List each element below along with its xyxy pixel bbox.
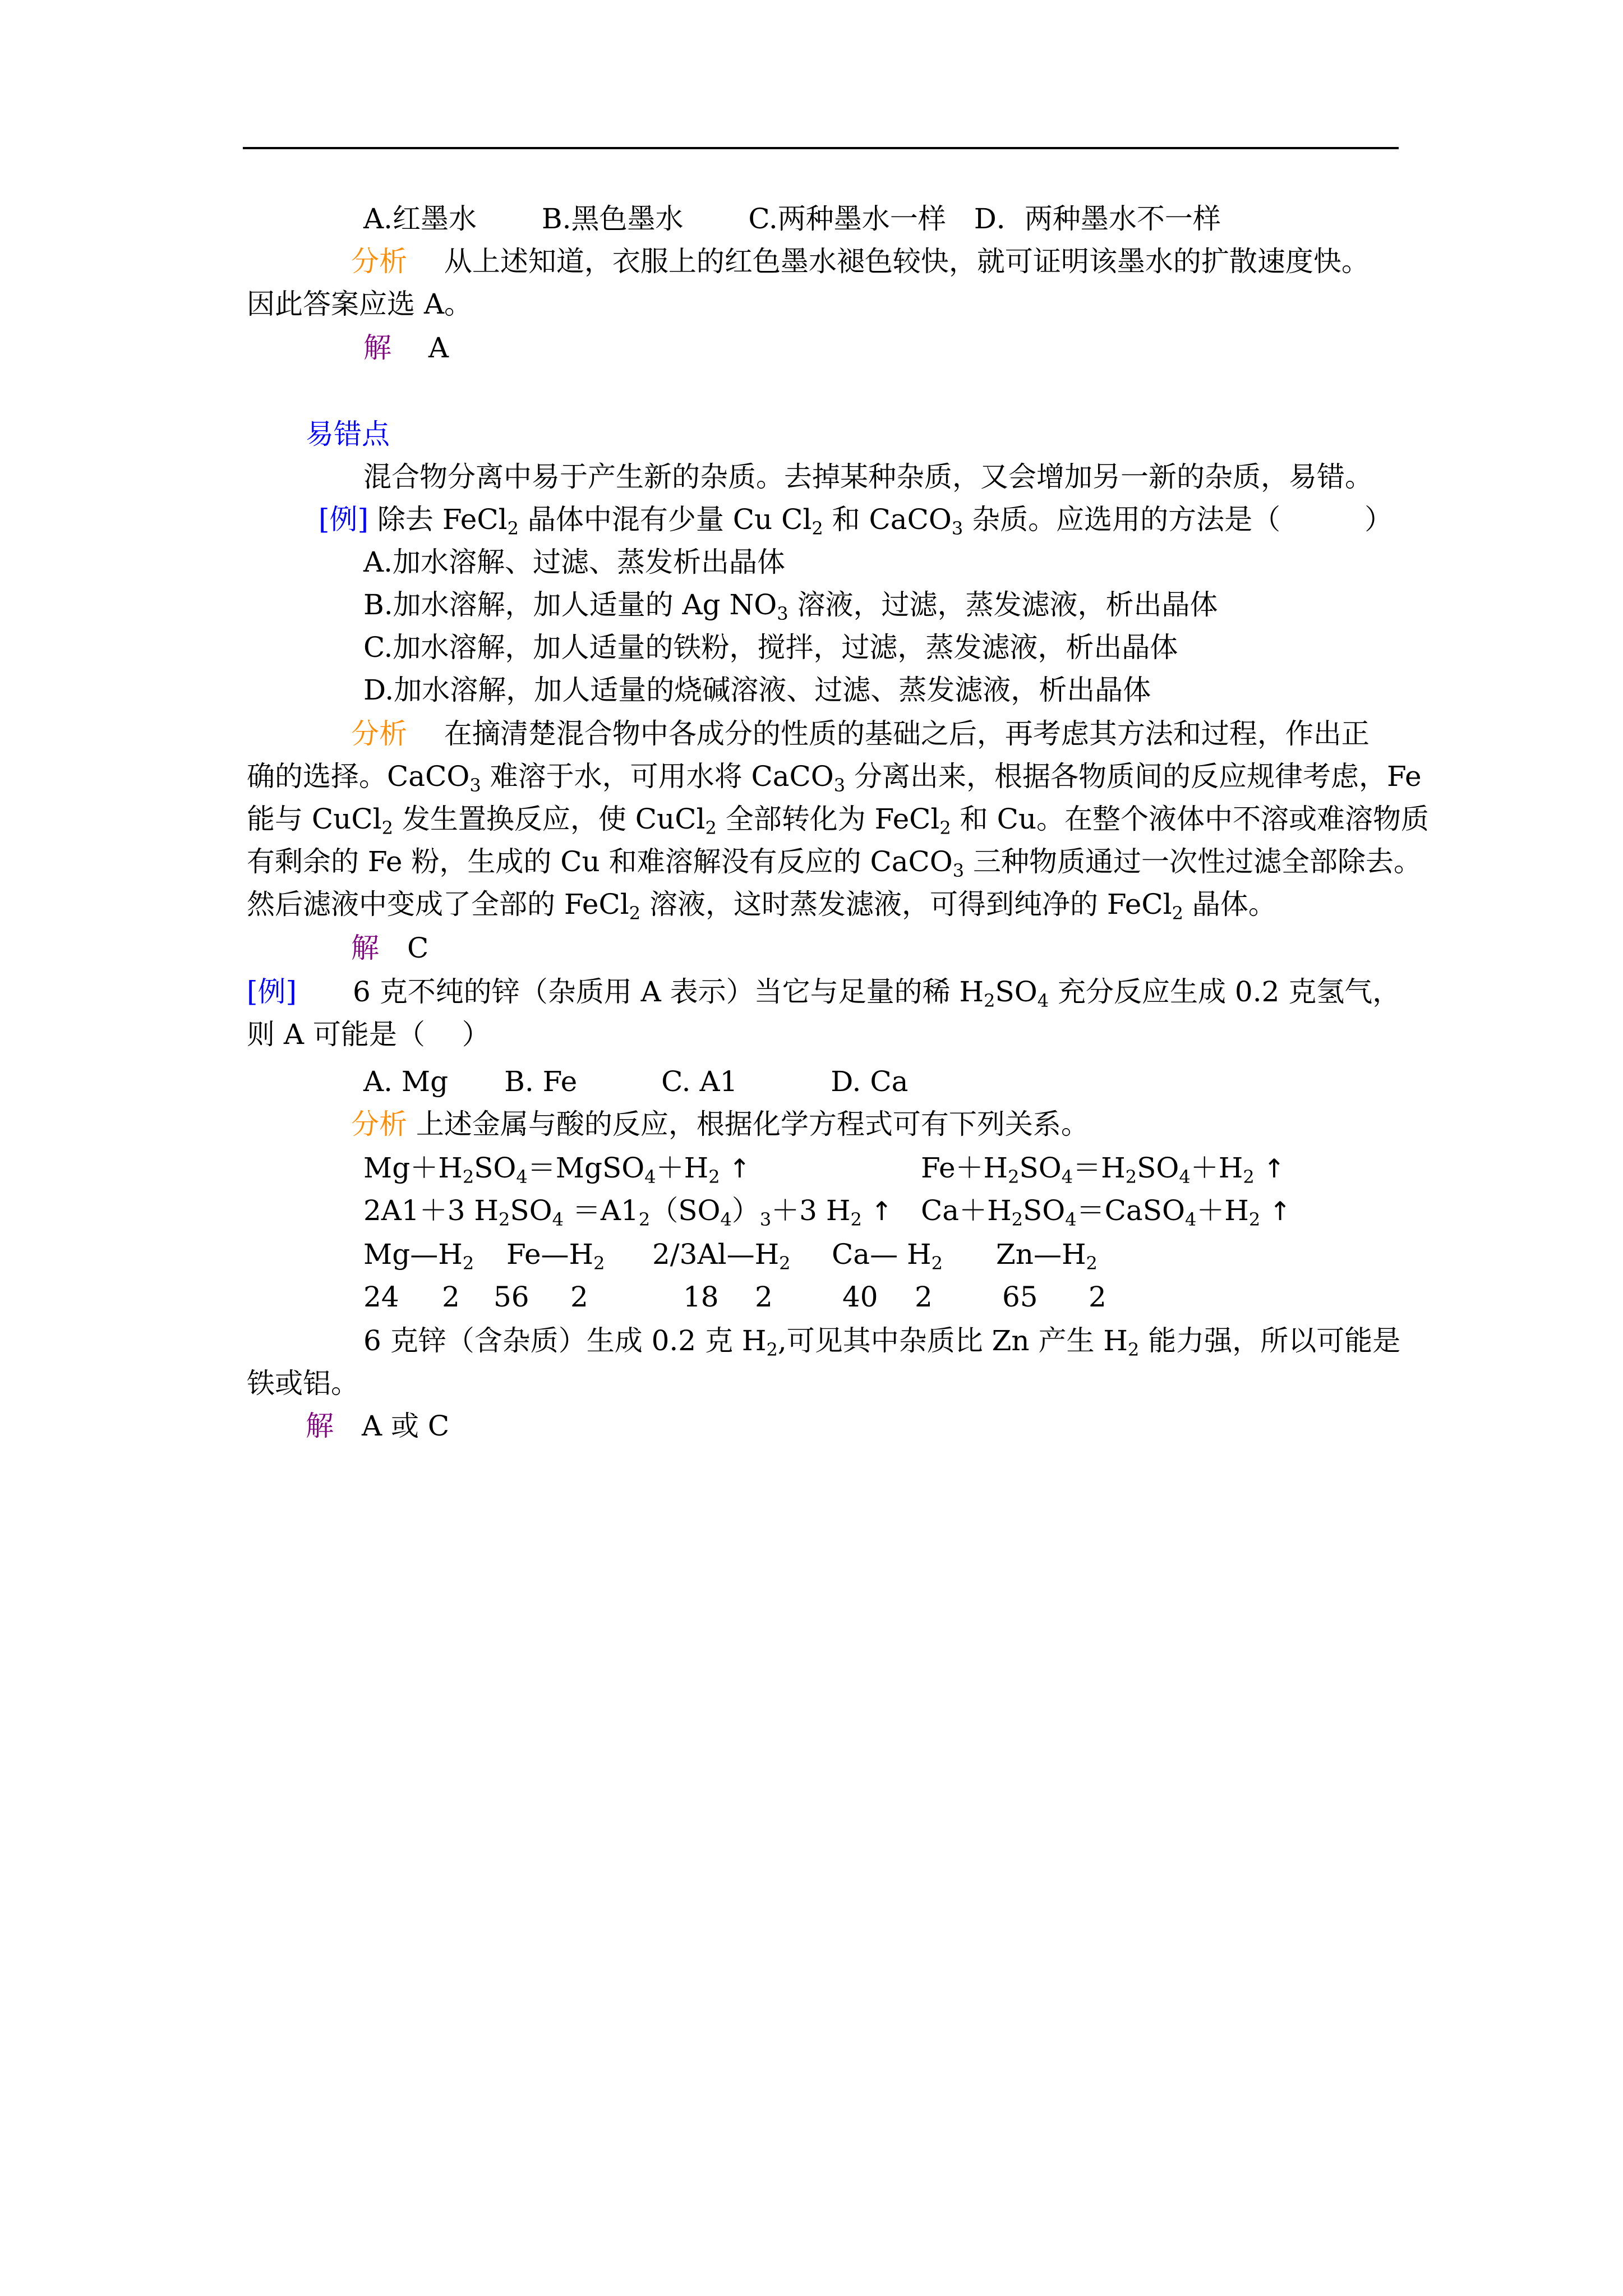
q1-answer-line: [363, 331, 449, 365]
text-run: Zn—H: [996, 1238, 1086, 1271]
text-run: 分离出来，根据各物质间的反应规律考虑，Fe: [845, 760, 1422, 793]
mass-number: 56: [494, 1281, 529, 1313]
answer-label: 解: [363, 332, 391, 364]
text-run: 有剩余的 Fe 粉，生成的 Cu 和难溶解没有反应的 CaCO: [247, 845, 953, 878]
gas-arrow-icon: ↑: [870, 1196, 893, 1226]
subscript: 4: [1037, 990, 1049, 1011]
relation-mg: [363, 1237, 474, 1274]
subscript: 2: [1172, 903, 1184, 924]
equation-mg: [363, 1151, 750, 1188]
relation-ca: [832, 1237, 943, 1274]
ex1-option-b: [363, 588, 1218, 625]
subscript: 4: [1179, 1166, 1191, 1188]
relation-al: [652, 1237, 791, 1274]
text-run: SO: [995, 976, 1038, 1008]
subscript: 2: [811, 518, 823, 539]
text-run: ＋3 H: [771, 1194, 851, 1227]
text-run: 能力强，所以可能是: [1139, 1324, 1401, 1357]
subscript: 2: [593, 1253, 605, 1274]
mass-number: 2: [442, 1281, 460, 1313]
ex1-analysis-line-5: [247, 887, 1276, 924]
ex1-question: [319, 503, 1393, 540]
analysis-text: 从上述知道，衣服上的红色墨水褪色较快，就可证明该墨水的扩散速度快。: [444, 245, 1370, 278]
ex1-option-c: C.加水溶解，加人适量的铁粉，搅拌，过滤，蒸发滤液，析出晶体: [363, 631, 1178, 664]
text-run: 能与 CuCl: [247, 803, 382, 835]
text-run: 溶液，过滤，蒸发滤液，析出晶体: [788, 588, 1218, 621]
text-run: ＝H: [1073, 1152, 1126, 1184]
text-run: 除去 FeCl: [377, 503, 508, 536]
analysis-label: 分析: [351, 245, 407, 278]
subscript: 4: [552, 1209, 564, 1230]
subscript: 2: [766, 1339, 778, 1360]
mass-number: 24: [363, 1281, 399, 1313]
text-run: （SO: [650, 1194, 721, 1227]
text-run: B.加水溶解，加人适量的 Ag NO: [363, 588, 777, 621]
ex2-answer-line: [306, 1409, 449, 1443]
subscript: 3: [952, 860, 965, 881]
subscript: 2: [931, 1253, 943, 1274]
analysis-label: 分析: [351, 717, 407, 750]
subscript: 4: [1065, 1209, 1077, 1230]
text-run: 在摘清楚混合物中各成分的性质的基础之后，再考虑其方法和过程，作出正: [444, 717, 1370, 750]
text-run: SO: [510, 1194, 552, 1227]
ex1-analysis-line-1: [351, 717, 1370, 751]
subscript: 2: [1125, 1166, 1137, 1188]
text-run: 2A1＋3 H: [363, 1194, 499, 1227]
subscript: 2: [381, 817, 393, 839]
mass-number: 18: [683, 1281, 719, 1313]
subscript: 2: [629, 903, 641, 924]
subscript: 2: [1243, 1166, 1255, 1188]
subscript: 4: [516, 1166, 528, 1188]
mass-number: 65: [1002, 1281, 1038, 1313]
text-run: ＝A1: [564, 1194, 639, 1227]
pitfall-heading: 易错点: [306, 418, 390, 450]
text-run: 晶体。: [1183, 888, 1276, 921]
text-run: 充分反应生成 0.2 克氢气，: [1049, 976, 1401, 1008]
subscript: 3: [833, 775, 846, 796]
gas-arrow-icon: ↑: [1269, 1196, 1291, 1226]
text-run: 2/3Al—H: [652, 1238, 780, 1271]
text-run: 6 克不纯的锌（杂质用 A 表示）当它与足量的稀 H: [353, 976, 984, 1008]
text-run: ＝MgSO: [527, 1152, 645, 1184]
q1-analysis-line: [351, 245, 1370, 278]
text-run: ）: [731, 1194, 760, 1227]
analysis-label: 分析: [351, 1108, 407, 1140]
text-run: 三种物质通过一次性过滤全部除去。: [964, 845, 1422, 878]
equation-fe: [921, 1151, 1285, 1188]
text-run: ＝CaSO: [1076, 1194, 1185, 1227]
subscript: 2: [1128, 1339, 1140, 1360]
q1-analysis-line-2: 因此答案应选 A。: [247, 288, 473, 320]
subscript: 2: [1086, 1253, 1098, 1274]
text-run: 确的选择。CaCO: [247, 760, 470, 793]
text-run: SO: [474, 1152, 517, 1184]
pitfall-description: 混合物分离中易于产生新的杂质。去掉某种杂质，又会增加另一新的杂质，易错。: [363, 461, 1373, 493]
text-run: Mg＋H: [363, 1152, 463, 1184]
text-run: 和 Cu。在整个液体中不溶或难溶物质: [951, 803, 1430, 835]
subscript: 2: [939, 817, 951, 839]
subscript: 2: [638, 1209, 651, 1230]
mass-number: 40: [842, 1281, 878, 1313]
equation-al: [363, 1194, 892, 1231]
answer-text: A 或 C: [362, 1410, 450, 1442]
subscript: 2: [1248, 1209, 1261, 1230]
ex2-conclusion-line-1: [363, 1324, 1400, 1361]
subscript: 3: [951, 518, 963, 539]
text-run: ＋H: [656, 1152, 709, 1184]
subscript: 2: [705, 817, 717, 839]
subscript: 2: [507, 518, 519, 539]
answer-text: C: [407, 932, 429, 964]
subscript: 2: [850, 1209, 862, 1230]
text-run: ,可见其中杂质比 Zn 产生 H: [777, 1324, 1128, 1357]
equation-ca: [921, 1194, 1291, 1231]
relation-zn: [996, 1237, 1098, 1274]
ex1-analysis-line-4: [247, 845, 1422, 882]
example-tag: [例]: [247, 976, 297, 1008]
ex2-question-line-2: 则 A 可能是（ ）: [247, 1018, 490, 1051]
text-run: Fe＋H: [921, 1152, 1008, 1184]
text-run: ＋H: [1190, 1152, 1243, 1184]
text-run: Fe—H: [506, 1238, 594, 1271]
text-run: 难溶于水，可用水将 CaCO: [481, 760, 834, 793]
answer-label: 解: [351, 932, 379, 964]
text-run: Ca— H: [832, 1238, 932, 1271]
mass-number: 2: [915, 1281, 933, 1313]
text-run: SO: [1019, 1152, 1062, 1184]
text-run: 上述金属与酸的反应，根据化学方程式可有下列关系。: [416, 1108, 1089, 1140]
text-run: Ca＋H: [921, 1194, 1012, 1227]
subscript: 3: [759, 1209, 772, 1230]
text-run: Mg—H: [363, 1238, 463, 1271]
text-run: 和 CaCO: [823, 503, 952, 536]
gas-arrow-icon: ↑: [1263, 1153, 1285, 1184]
ex2-analysis-line: [351, 1107, 1089, 1141]
ex2-question-line-1: [247, 975, 1400, 1012]
subscript: 3: [777, 603, 789, 624]
text-run: 杂质。应选用的方法是（ ）: [963, 503, 1393, 536]
text-run: 溶液，这时蒸发滤液，可得到纯净的 FeCl: [640, 888, 1172, 921]
subscript: 2: [499, 1209, 510, 1230]
subscript: 2: [779, 1253, 791, 1274]
ex1-analysis-line-2: [247, 760, 1422, 797]
text-run: 发生置换反应，使 CuCl: [393, 803, 706, 835]
subscript: 4: [644, 1166, 656, 1188]
gas-arrow-icon: ↑: [728, 1153, 751, 1184]
ex1-option-d: D.加水溶解，加人适量的烧碱溶液、过滤、蒸发滤液，析出晶体: [363, 674, 1151, 706]
text-run: 然后滤液中变成了全部的 FeCl: [247, 888, 629, 921]
ex1-option-a: A.加水溶解、过滤、蒸发析出晶体: [363, 546, 786, 578]
answer-text: A: [428, 332, 449, 364]
text-run: SO: [1137, 1152, 1179, 1184]
subscript: 2: [984, 990, 995, 1011]
subscript: 2: [1011, 1209, 1023, 1230]
ex2-conclusion-line-2: 铁或铝。: [247, 1367, 359, 1400]
text-run: 6 克锌（含杂质）生成 0.2 克 H: [363, 1324, 767, 1357]
subscript: 2: [1008, 1166, 1020, 1188]
text-run: ＋H: [1196, 1194, 1249, 1227]
relation-fe: [506, 1237, 605, 1274]
mass-number: 2: [570, 1281, 588, 1313]
ex1-analysis-line-3: [247, 802, 1429, 839]
example-tag: [例]: [319, 503, 369, 536]
text-run: 晶体中混有少量 Cu Cl: [518, 503, 812, 536]
q1-options: A.红墨水 B.黑色墨水 C.两种墨水一样 D．两种墨水不一样: [363, 203, 1221, 235]
mass-number: 2: [755, 1281, 773, 1313]
header-rule: [243, 147, 1399, 149]
subscript: 2: [462, 1166, 474, 1188]
subscript: 2: [708, 1166, 720, 1188]
subscript: 3: [469, 775, 481, 796]
text-run: 全部转化为 FeCl: [716, 803, 940, 835]
subscript: 4: [1184, 1209, 1197, 1230]
text-run: SO: [1023, 1194, 1066, 1227]
subscript: 2: [462, 1253, 474, 1274]
subscript: 4: [1061, 1166, 1073, 1188]
ex1-answer-line: [351, 931, 428, 965]
mass-number: 2: [1089, 1281, 1106, 1313]
ex2-options: A. Mg B. Fe C. A1 D. Ca: [363, 1065, 909, 1098]
subscript: 4: [720, 1209, 732, 1230]
answer-label: 解: [306, 1410, 334, 1442]
